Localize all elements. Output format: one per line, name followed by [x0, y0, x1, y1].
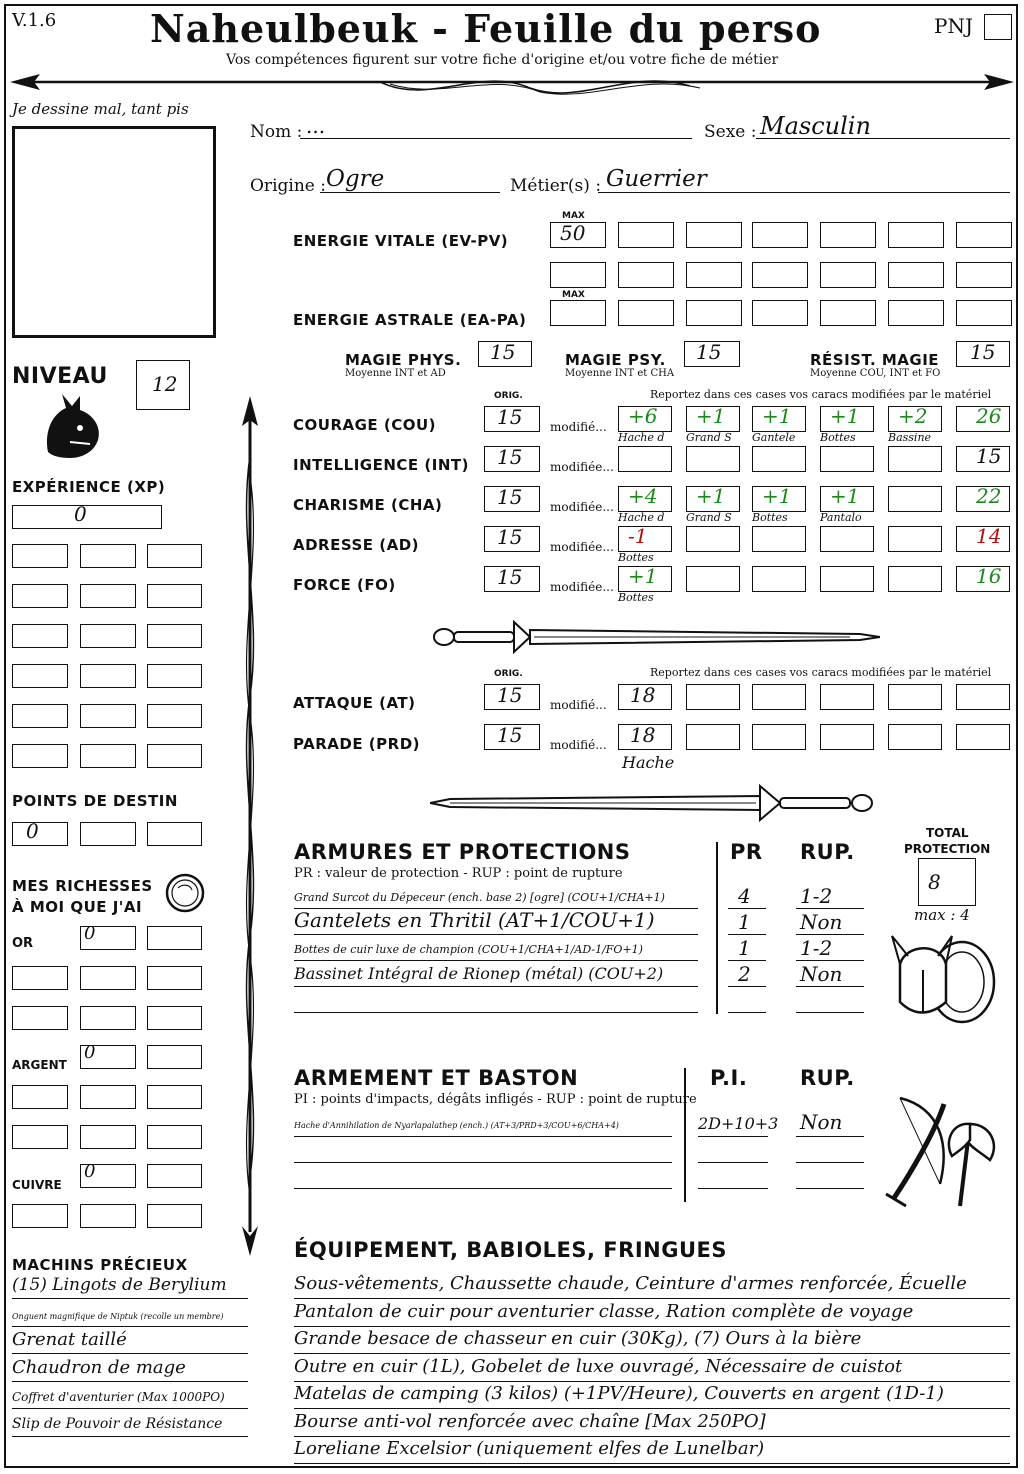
equipment-item[interactable]: Pantalon de cuir pour aventurier classe, Ration complète de voyage — [294, 1300, 914, 1322]
valuable-line — [12, 1326, 248, 1327]
xp-grid-box[interactable] — [12, 704, 68, 728]
xp-grid-box[interactable] — [147, 624, 202, 648]
prd-box-1[interactable] — [686, 724, 740, 750]
valuable-item[interactable]: Slip de Pouvoir de Résistance — [12, 1415, 223, 1432]
stat-mod-note: Bottes — [752, 511, 788, 524]
stat-modif-label: modifiée... — [550, 500, 614, 514]
stat-mod-box[interactable] — [888, 566, 942, 592]
ea-max-label: MAX — [562, 290, 585, 300]
armor-title: ARMURES ET PROTECTIONS — [294, 840, 631, 864]
armor-line — [294, 986, 698, 987]
argent-grid-box[interactable] — [12, 1085, 68, 1109]
valuable-line — [12, 1353, 248, 1354]
stat-mod-box[interactable] — [686, 526, 740, 552]
page-subtitle: Vos compétences figurent sur votre fiche d'origine et/ou votre fiche de métier — [226, 52, 779, 68]
cuivre-grid-box[interactable] — [12, 1204, 68, 1228]
weapon-rup-line — [796, 1136, 864, 1137]
at-orig-value: 15 — [497, 683, 523, 707]
stat-mod-box[interactable] — [752, 446, 806, 472]
armor-pr-header: PR — [730, 840, 763, 864]
armor-rup-line — [796, 960, 864, 961]
armor-item-pr: 1 — [738, 936, 751, 960]
ev-max-label: MAX — [562, 211, 585, 221]
argent-grid-box[interactable] — [12, 1125, 68, 1149]
cuivre-grid-box[interactable] — [80, 1204, 136, 1228]
prd-box-4[interactable] — [888, 724, 942, 750]
ev-box-row2-7[interactable] — [956, 262, 1012, 288]
armor-line — [294, 1012, 698, 1013]
argent-box-2[interactable] — [147, 1045, 202, 1069]
stat-orig-value: 15 — [497, 525, 523, 549]
stat-mod-note: Gantele — [752, 431, 796, 444]
or-box-2[interactable] — [147, 926, 202, 950]
magie-phys-note: Moyenne INT et AD — [345, 368, 446, 379]
stat-mod-note: Bottes — [820, 431, 856, 444]
stat-mod-value: +1 — [830, 404, 860, 428]
ea-box-1[interactable] — [550, 300, 606, 326]
magie-phys-value: 15 — [490, 340, 516, 364]
stat-orig-value: 15 — [497, 485, 523, 509]
stat-mod-box[interactable] — [820, 566, 874, 592]
argent-grid-box[interactable] — [147, 1125, 202, 1149]
xp-grid-box[interactable] — [12, 744, 68, 768]
stat-mod-value: +1 — [830, 484, 860, 508]
weapon-rup-line — [796, 1188, 864, 1189]
stats-report-note: Reportez dans ces cases vos caracs modifiées par le matériel — [650, 388, 992, 401]
cuivre-label: CUIVRE — [12, 1178, 62, 1192]
stat-mod-value: +1 — [762, 484, 792, 508]
origine-value[interactable]: Ogre — [326, 166, 385, 192]
weapons-title: ARMEMENT ET BASTON — [294, 1066, 579, 1090]
ev-box-row2-1[interactable] — [550, 262, 606, 288]
resist-magie-label: RÉSIST. MAGIE — [810, 351, 940, 369]
argent-grid-box[interactable] — [80, 1125, 136, 1149]
equipment-line — [294, 1408, 1010, 1409]
xp-grid-box[interactable] — [80, 584, 136, 608]
or-grid-box[interactable] — [12, 1006, 68, 1030]
stat-mod-note: Bassine — [888, 431, 932, 444]
armor-item-rup: Non — [800, 910, 843, 934]
armor-item-name[interactable]: Bassinet Intégral de Rionep (métal) (COU+2) — [294, 964, 664, 983]
stat-mod-note: Grand S — [686, 431, 732, 444]
xp-box[interactable] — [12, 505, 162, 529]
weapon-note: Hache — [622, 753, 675, 772]
or-label: OR — [12, 936, 34, 951]
or-grid-box[interactable] — [147, 1006, 202, 1030]
resist-magie-note: Moyenne COU, INT et FO — [810, 368, 941, 379]
equipment-item[interactable]: Bourse anti-vol renforcée avec chaîne [Max 250PO] — [294, 1410, 766, 1432]
weapon-rup-line — [796, 1162, 864, 1163]
stat-mod-value: +1 — [762, 404, 792, 428]
destin-box-1[interactable] — [12, 822, 68, 846]
at-label: ATTAQUE (AT) — [293, 694, 416, 712]
metier-value[interactable]: Guerrier — [606, 166, 707, 192]
xp-grid-box[interactable] — [80, 664, 136, 688]
armor-rup-line — [796, 986, 864, 987]
valuable-line — [12, 1298, 248, 1299]
stat-mod-note: Bottes — [618, 591, 654, 604]
metier-line — [598, 192, 1010, 193]
xp-label: EXPÉRIENCE (XP) — [12, 478, 166, 496]
cuivre-value: 0 — [84, 1161, 96, 1182]
ev-label: ENERGIE VITALE (EV-PV) — [293, 232, 509, 250]
stat-mod-value: +4 — [628, 484, 658, 508]
stat-mod-value: +1 — [696, 404, 726, 428]
coin-icon — [164, 872, 206, 914]
origine-label: Origine : — [250, 176, 326, 196]
prd-box-2[interactable] — [752, 724, 806, 750]
or-grid-box[interactable] — [147, 966, 202, 990]
argent-grid-box[interactable] — [80, 1085, 136, 1109]
armor-item-pr: 1 — [738, 910, 751, 934]
metier-label: Métier(s) : — [510, 176, 602, 196]
combat-orig-label: ORIG. — [494, 669, 523, 679]
xp-grid-box[interactable] — [80, 744, 136, 768]
stat-mod-box[interactable] — [888, 526, 942, 552]
cuivre-box-2[interactable] — [147, 1164, 202, 1188]
stat-mod-note: Grand S — [686, 511, 732, 524]
at-box-2[interactable] — [752, 684, 806, 710]
xp-grid-box[interactable] — [80, 624, 136, 648]
xp-grid-box[interactable] — [12, 624, 68, 648]
valuable-item[interactable]: Grenat taillé — [12, 1329, 127, 1350]
weapon-item-name[interactable]: Hache d'Annihilation de Nyarlapalathep (ench.) (AT+3/PRD+3/COU+6/CHA+4) — [294, 1121, 619, 1130]
stat-modif-label: modifié... — [550, 420, 607, 434]
stat-total-value: 22 — [976, 484, 1002, 508]
weapons-pi-header: P.I. — [710, 1066, 748, 1090]
stat-mod-value: -1 — [628, 524, 648, 548]
stat-label: CHARISME (CHA) — [293, 496, 443, 514]
destin-value: 0 — [26, 819, 39, 843]
ea-box-2[interactable] — [618, 300, 674, 326]
magie-psy-note: Moyenne INT et CHA — [565, 368, 675, 379]
total-protection-value: 8 — [928, 870, 941, 894]
stat-mod-value: +1 — [696, 484, 726, 508]
prd-box-5[interactable] — [956, 724, 1010, 750]
equipment-line — [294, 1436, 1010, 1437]
stat-mod-box[interactable] — [820, 526, 874, 552]
stat-modif-label: modifiée... — [550, 540, 614, 554]
equipment-line — [294, 1326, 1010, 1327]
ea-box-3[interactable] — [686, 300, 742, 326]
valuable-item[interactable]: Chaudron de mage — [12, 1356, 186, 1378]
equipment-line — [294, 1463, 1010, 1464]
weapon-pi-line — [698, 1188, 768, 1189]
combat-report-note: Reportez dans ces cases vos caracs modifiées par le matériel — [650, 666, 992, 679]
armor-rup-line — [796, 908, 864, 909]
stat-mod-note: Hache d — [618, 511, 665, 524]
equipment-item[interactable]: Matelas de camping (3 kilos) (+1PV/Heure), Couverts en argent (1D-1) — [294, 1383, 944, 1404]
richesses-label-1: MES RICHESSES — [12, 877, 153, 895]
stat-mod-note: Hache d — [618, 431, 665, 444]
stat-modif-label: modifiée... — [550, 580, 614, 594]
stat-total-value: 14 — [976, 524, 1002, 548]
at-box-1[interactable] — [686, 684, 740, 710]
portrait-caption: Je dessine mal, tant pis — [12, 100, 189, 118]
ev-box-5[interactable] — [820, 222, 876, 248]
richesses-label-2: À MOI QUE J'AI — [12, 898, 143, 916]
armor-pr-line — [728, 934, 766, 935]
prd-orig-value: 15 — [497, 723, 523, 747]
armor-pr-line — [728, 960, 766, 961]
or-value: 0 — [84, 923, 96, 944]
equipment-line — [294, 1353, 1010, 1354]
stat-mod-box[interactable] — [686, 446, 740, 472]
sexe-value[interactable]: Masculin — [760, 112, 871, 140]
stat-mod-box[interactable] — [820, 446, 874, 472]
ev-box-3[interactable] — [686, 222, 742, 248]
armor-pr-line — [728, 1012, 766, 1013]
ea-box-4[interactable] — [752, 300, 808, 326]
sword-icon-2 — [430, 778, 880, 828]
armor-col-divider — [716, 842, 718, 1014]
weapons-rup-header: RUP. — [800, 1066, 855, 1090]
ea-label: ENERGIE ASTRALE (EA-PA) — [293, 311, 527, 329]
or-grid-box[interactable] — [12, 966, 68, 990]
armor-item-name[interactable]: Bottes de cuir luxe de champion (COU+1/CHA+1/AD-1/FO+1) — [294, 943, 643, 956]
origine-line — [320, 192, 500, 193]
prd-modif-label: modifié... — [550, 738, 607, 752]
equipment-item[interactable]: Grande besace de chasseur en cuir (30Kg), (7) Ours à la bière — [294, 1328, 862, 1349]
ev-box-row2-2[interactable] — [618, 262, 674, 288]
armor-line — [294, 934, 698, 935]
stat-modif-label: modifiée... — [550, 460, 614, 474]
armor-item-pr: 2 — [738, 962, 751, 986]
armor-item-rup: Non — [800, 962, 843, 986]
weapon-item-pi: 2D+10+3 — [698, 1114, 779, 1133]
ev-box-row2-5[interactable] — [820, 262, 876, 288]
nom-value[interactable]: ... — [306, 114, 326, 138]
valuable-line — [12, 1381, 248, 1382]
armor-item-pr: 4 — [738, 884, 751, 908]
armor-rup-line — [796, 1012, 864, 1013]
magie-psy-label: MAGIE PSY. — [565, 351, 666, 369]
helmet-shield-icon — [890, 924, 1000, 1034]
ev-box-row2-3[interactable] — [686, 262, 742, 288]
ev-box-6[interactable] — [888, 222, 944, 248]
stat-total-value: 16 — [976, 564, 1002, 588]
stat-mod-value: +2 — [898, 404, 928, 428]
equipment-line — [294, 1381, 1010, 1382]
stat-mod-value: +1 — [628, 564, 658, 588]
stat-label: FORCE (FO) — [293, 576, 396, 594]
valuable-line — [12, 1436, 248, 1437]
stat-total-value: 26 — [976, 404, 1002, 428]
valuable-item[interactable]: Onguent magnifique de Niptuk (recolle un membre) — [12, 1311, 224, 1321]
sexe-line — [756, 138, 1010, 139]
ea-box-6[interactable] — [888, 300, 944, 326]
stat-mod-value: +6 — [628, 404, 658, 428]
destin-box-2[interactable] — [80, 822, 136, 846]
stat-mod-note: Pantalo — [820, 511, 862, 524]
xp-grid-box[interactable] — [147, 664, 202, 688]
xp-grid-box[interactable] — [147, 584, 202, 608]
weapons-legend: PI : points d'impacts, dégâts infligés - RUP : point de rupture — [294, 1092, 697, 1107]
dragon-head-icon — [40, 392, 106, 462]
destin-box-3[interactable] — [147, 822, 202, 846]
at-box-4[interactable] — [888, 684, 942, 710]
pnj-checkbox[interactable] — [984, 14, 1012, 40]
total-protection-label-2: PROTECTION — [904, 842, 991, 856]
prd-box-3[interactable] — [820, 724, 874, 750]
stat-mod-box[interactable] — [752, 566, 806, 592]
stat-orig-value: 15 — [497, 565, 523, 589]
stat-orig-value: 15 — [497, 445, 523, 469]
stat-mod-box[interactable] — [618, 446, 672, 472]
xp-grid-box[interactable] — [12, 544, 68, 568]
total-protection-label-1: TOTAL — [926, 826, 969, 840]
weapon-line — [294, 1136, 672, 1137]
stat-mod-box[interactable] — [686, 566, 740, 592]
stat-total-value: 15 — [976, 444, 1002, 468]
armor-legend: PR : valeur de protection - RUP : point de rupture — [294, 866, 623, 881]
argent-value: 0 — [84, 1042, 96, 1063]
xp-grid-box[interactable] — [80, 704, 136, 728]
stat-mod-box[interactable] — [752, 526, 806, 552]
stat-label: COURAGE (COU) — [293, 416, 437, 434]
equipment-item[interactable]: Sous-vêtements, Chaussette chaude, Ceinture d'armes renforcée, Écuelle — [294, 1273, 967, 1294]
ev-max-value: 50 — [560, 221, 586, 245]
xp-grid-box[interactable] — [80, 544, 136, 568]
xp-grid-box[interactable] — [12, 664, 68, 688]
vertical-spear-icon — [228, 396, 272, 1256]
stat-label: INTELLIGENCE (INT) — [293, 456, 469, 474]
magie-psy-value: 15 — [696, 340, 722, 364]
ea-box-5[interactable] — [820, 300, 876, 326]
nom-label: Nom : — [250, 122, 303, 142]
valuable-item[interactable]: Coffret d'aventurier (Max 1000PO) — [12, 1390, 225, 1404]
pnj-label: PNJ — [934, 14, 973, 38]
argent-label: ARGENT — [12, 1058, 67, 1072]
at-box-5[interactable] — [956, 684, 1010, 710]
equipment-item[interactable]: Loreliane Excelsior (uniquement elfes de Lunelbar) — [294, 1438, 765, 1459]
xp-grid-box[interactable] — [147, 544, 202, 568]
stat-mod-box[interactable] — [888, 486, 942, 512]
ev-box-7[interactable] — [956, 222, 1012, 248]
armor-pr-line — [728, 986, 766, 987]
ev-box-row2-4[interactable] — [752, 262, 808, 288]
resist-magie-value: 15 — [970, 340, 996, 364]
version-label: V.1.6 — [12, 10, 57, 31]
weapon-item-rup: Non — [800, 1110, 843, 1134]
niveau-value: 12 — [152, 372, 178, 396]
total-protection-box[interactable] — [918, 858, 976, 906]
crossed-weapons-icon — [880, 1094, 1004, 1218]
weapon-line — [294, 1188, 672, 1189]
portrait-box[interactable] — [12, 126, 216, 338]
armor-rup-line — [796, 934, 864, 935]
prd-mod-value: 18 — [630, 723, 656, 747]
at-box-3[interactable] — [820, 684, 874, 710]
ev-box-2[interactable] — [618, 222, 674, 248]
destin-label: POINTS DE DESTIN — [12, 792, 178, 810]
at-mod-value: 18 — [630, 683, 656, 707]
weapon-pi-line — [698, 1136, 768, 1137]
stat-orig-value: 15 — [497, 405, 523, 429]
stat-mod-note: Bottes — [618, 551, 654, 564]
stat-label: ADRESSE (AD) — [293, 536, 420, 554]
machins-label: MACHINS PRÉCIEUX — [12, 1256, 188, 1274]
armor-item-rup: 1-2 — [800, 936, 833, 960]
weapon-pi-line — [698, 1162, 768, 1163]
ea-box-7[interactable] — [956, 300, 1012, 326]
niveau-label: NIVEAU — [12, 364, 108, 389]
xp-grid-box[interactable] — [147, 744, 202, 768]
stats-orig-label: ORIG. — [494, 391, 523, 401]
sexe-label: Sexe : — [704, 122, 757, 142]
page-title: Naheulbeuk - Feuille du perso — [150, 6, 822, 51]
magie-phys-label: MAGIE PHYS. — [345, 351, 462, 369]
armor-rup-header: RUP. — [800, 840, 855, 864]
sword-icon — [430, 612, 880, 662]
or-grid-box[interactable] — [80, 1006, 136, 1030]
armor-pr-line — [728, 908, 766, 909]
xp-value: 0 — [74, 502, 87, 526]
ev-box-4[interactable] — [752, 222, 808, 248]
stat-mod-box[interactable] — [888, 446, 942, 472]
equipment-line — [294, 1298, 1010, 1299]
ev-box-row2-6[interactable] — [888, 262, 944, 288]
cuivre-grid-box[interactable] — [147, 1204, 202, 1228]
prd-label: PARADE (PRD) — [293, 735, 421, 753]
armor-item-rup: 1-2 — [800, 884, 833, 908]
at-modif-label: modifié... — [550, 698, 607, 712]
valuable-item[interactable]: (15) Lingots de Berylium — [12, 1275, 227, 1295]
valuable-line — [12, 1408, 248, 1409]
equipment-title: ÉQUIPEMENT, BABIOLES, FRINGUES — [294, 1238, 727, 1262]
max-protection-note: max : 4 — [914, 906, 970, 924]
xp-grid-box[interactable] — [12, 584, 68, 608]
armor-line — [294, 960, 698, 961]
nom-line — [300, 138, 692, 139]
armor-item-name[interactable]: Gantelets en Thritil (AT+1/COU+1) — [294, 908, 655, 932]
weapons-col-divider — [684, 1068, 686, 1202]
xp-grid-box[interactable] — [147, 704, 202, 728]
argent-grid-box[interactable] — [147, 1085, 202, 1109]
armor-item-name[interactable]: Grand Surcot du Dépeceur (ench. base 2) [ogre] (COU+1/CHA+1) — [294, 891, 665, 904]
equipment-item[interactable]: Outre en cuir (1L), Gobelet de luxe ouvragé, Nécessaire de cuistot — [294, 1355, 903, 1377]
or-grid-box[interactable] — [80, 966, 136, 990]
weapon-line — [294, 1162, 672, 1163]
